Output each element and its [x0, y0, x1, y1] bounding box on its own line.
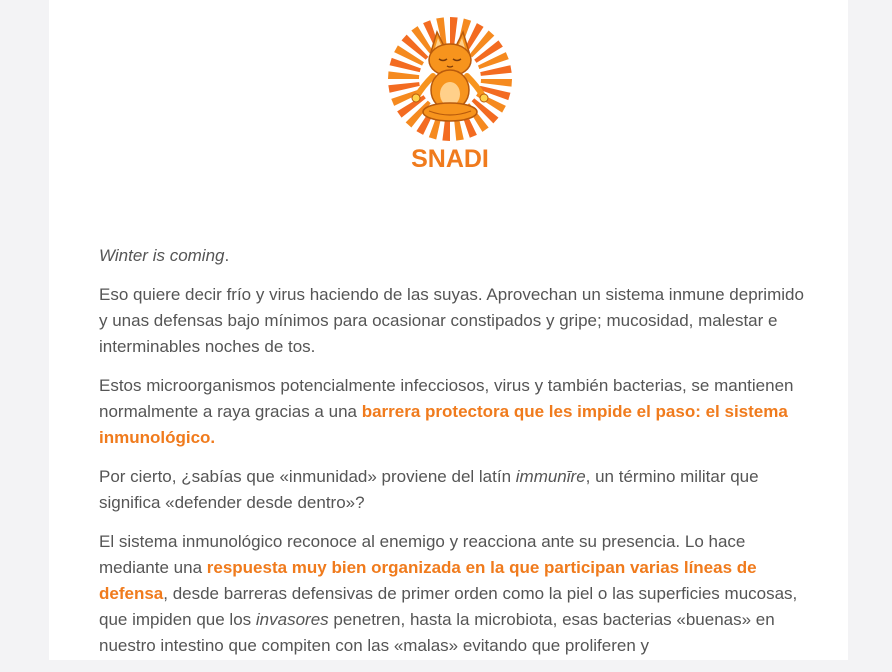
- p3-text-a: Por cierto, ¿sabías que «inmunidad» proviene del latín: [99, 467, 516, 486]
- intro-paragraph: [99, 243, 805, 269]
- p4-highlight: respuesta muy bien organizada en la que participan varias líneas de defensa: [99, 558, 757, 603]
- p4-text-b: , desde barreras defensivas de primer orden como la piel o las superficies mucosas, que impiden que los: [99, 584, 798, 629]
- intro-italic: Winter is coming: [99, 246, 225, 265]
- p3-latin-term: immunīre: [515, 467, 586, 486]
- snadi-logo[interactable]: [381, 14, 519, 174]
- p2-text: Estos microorganismos potencialmente infecciosos, virus y también bacterias, se mantienen normalmente a raya gracias a una: [99, 376, 794, 421]
- paragraph-3: [99, 464, 805, 516]
- paragraph-2: [99, 373, 805, 451]
- p4-text-c: penetren, hasta la microbiota, esas bacterias «buenas» en nuestro intestino que compiten con las «malas» evitando que proliferen y: [99, 610, 775, 655]
- p2-highlight: barrera protectora que les impide el paso: el sistema inmunológico.: [99, 402, 788, 447]
- logo-text: SNADI: [411, 145, 489, 173]
- intro-end: .: [224, 246, 230, 265]
- email-body: [99, 243, 805, 672]
- p3-text-b: , un término militar que significa «defender desde dentro»?: [99, 467, 759, 512]
- paragraph-4: [99, 529, 805, 659]
- p4-text-a: El sistema inmunológico reconoce al enemigo y reacciona ante su presencia. Lo hace mediante una: [99, 532, 746, 577]
- p4-italic: invasores: [255, 610, 329, 629]
- paragraph-1: Eso quiere decir frío y virus haciendo de las suyas. Aprovechan un sistema inmune deprimido y unas defensas bajo mínimos para ocasionar constipados y gripe; mucosidad, malestar e interminables noches de tos.: [99, 285, 804, 356]
- meditating-cat-sun-icon: [381, 14, 519, 174]
